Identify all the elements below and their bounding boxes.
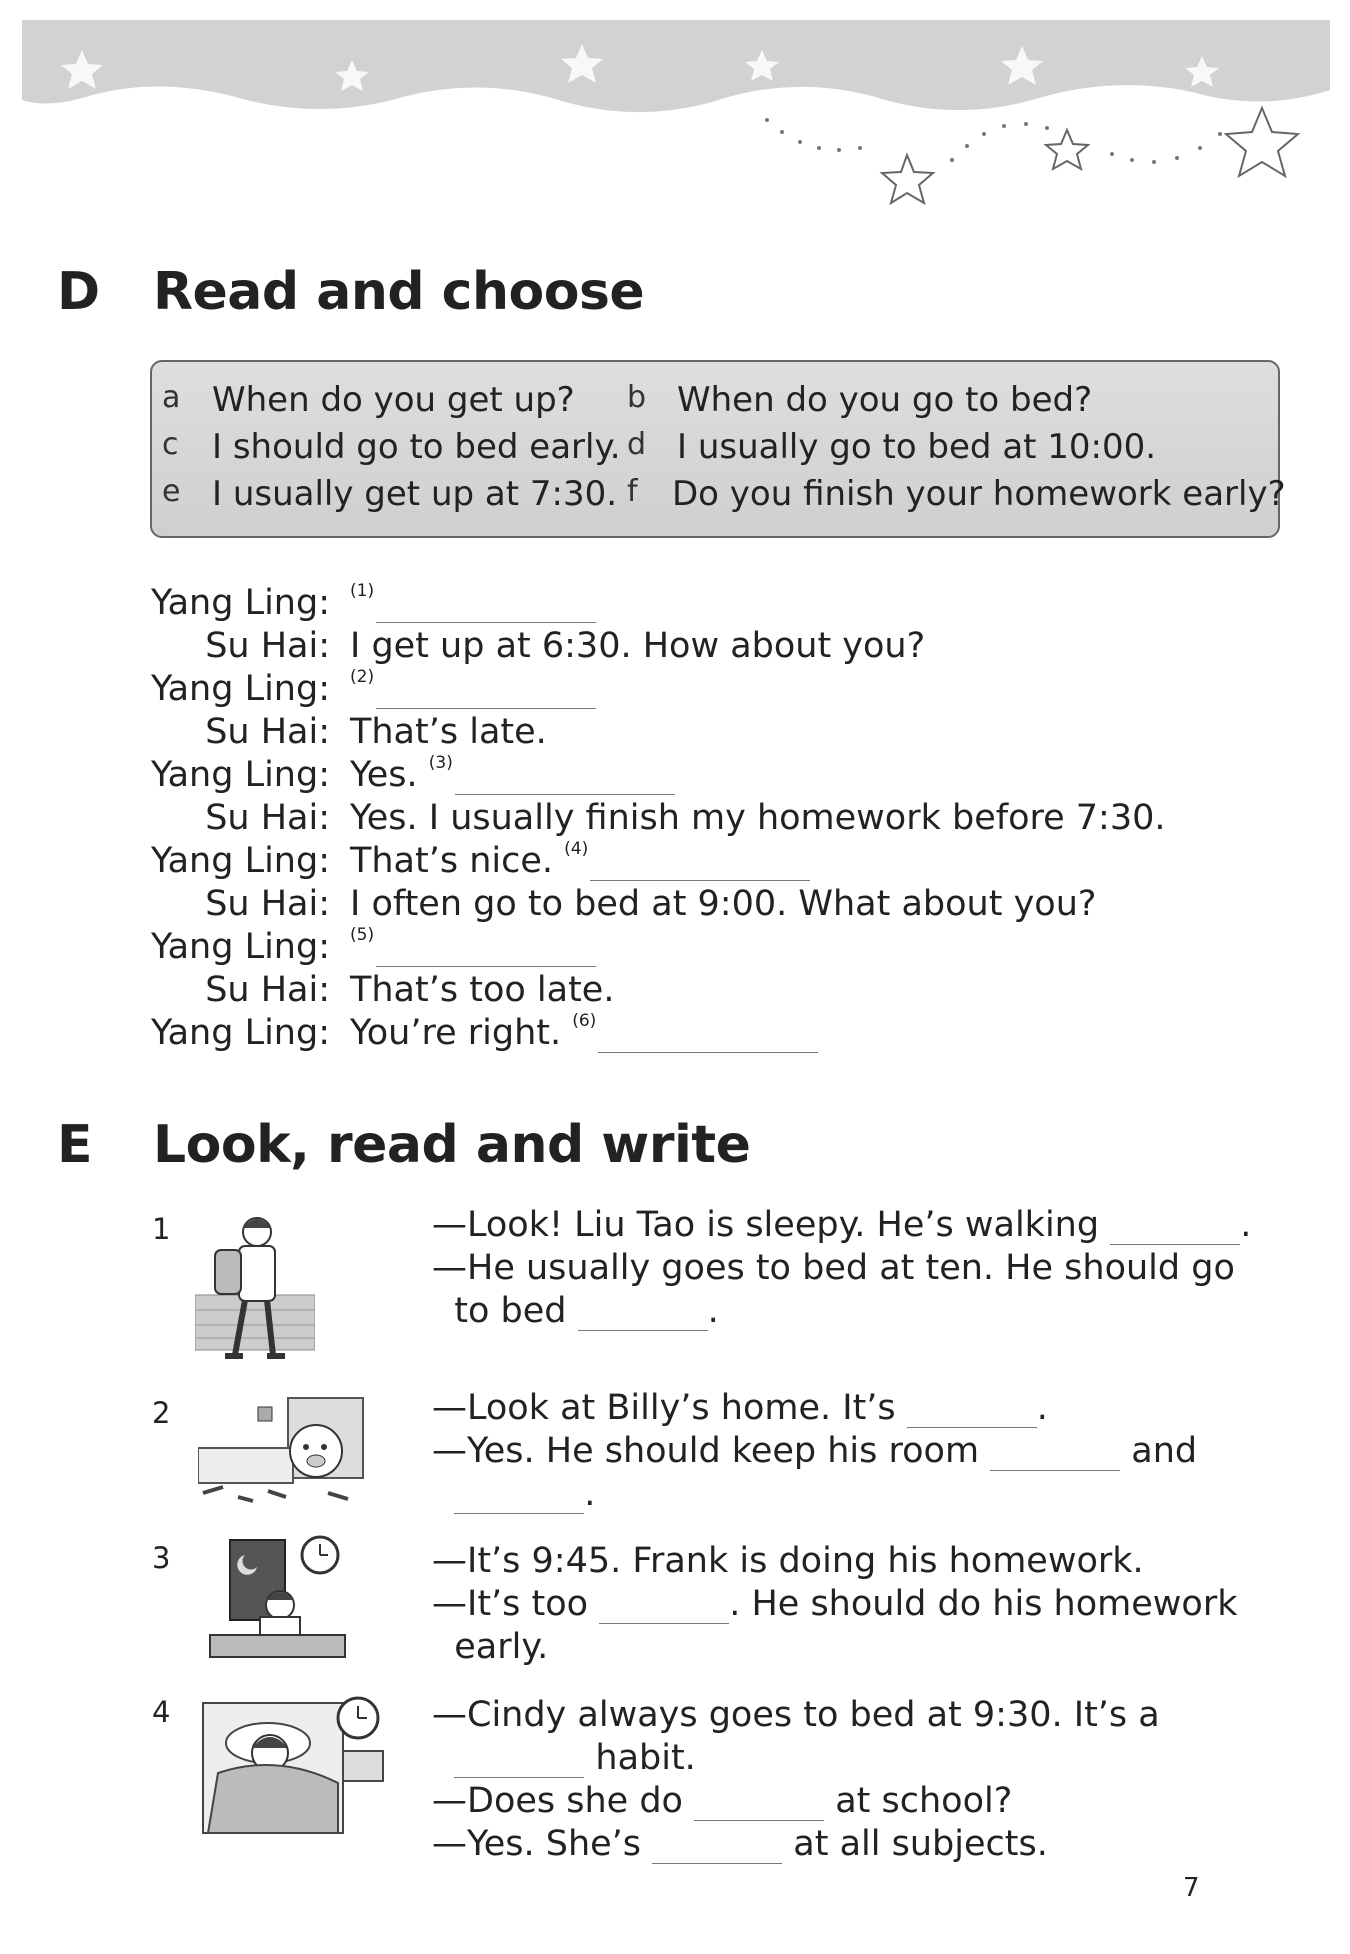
section-d-heading <box>57 262 644 322</box>
blank-number: (6) <box>572 1011 597 1031</box>
option-letter: b <box>627 380 647 415</box>
line-text: . <box>707 1291 719 1331</box>
speaker: Yang Ling: <box>151 755 330 795</box>
speaker: Su Hai: <box>205 798 330 838</box>
speaker: Su Hai: <box>205 970 330 1010</box>
item-line <box>432 1584 1237 1624</box>
utterance <box>350 583 596 623</box>
homework-boy-illustration <box>205 1535 350 1665</box>
line-text: —Cindy always goes to bed at 9:30. It’s a <box>432 1695 1160 1735</box>
answer-blank[interactable] <box>599 1589 729 1624</box>
utterance <box>350 755 675 795</box>
line-text: habit. <box>584 1738 696 1778</box>
line-text: —Yes. He should keep his room <box>432 1431 991 1471</box>
item-line <box>432 1248 1235 1288</box>
speaker: Yang Ling: <box>151 669 330 709</box>
answer-blank[interactable] <box>455 760 675 795</box>
utterance-text: Yes. I usually finish my homework before 7:30. <box>350 798 1166 838</box>
option-text: I should go to bed early. <box>212 427 621 467</box>
line-text: —It’s 9:45. Frank is doing his homework. <box>432 1541 1144 1581</box>
speaker: Yang Ling: <box>151 583 330 623</box>
star-banner <box>22 20 1330 220</box>
line-text: . <box>584 1474 596 1514</box>
line-text: to bed <box>432 1291 578 1331</box>
options-box <box>150 360 1286 538</box>
section-letter: E <box>57 1115 93 1175</box>
item-line <box>432 1474 595 1514</box>
option-letter: e <box>162 474 181 509</box>
utterance-text: That’s nice. <box>350 841 565 881</box>
blank-number: (2) <box>350 667 375 687</box>
option-text: When do you go to bed? <box>677 380 1093 420</box>
answer-blank[interactable] <box>376 932 596 967</box>
options-row <box>152 380 1278 426</box>
utterance-text: That’s too late. <box>350 970 615 1010</box>
answer-blank[interactable] <box>376 674 596 709</box>
line-text: —Look! Liu Tao is sleepy. He’s walking <box>432 1205 1111 1245</box>
item-number: 4 <box>152 1695 171 1729</box>
line-text: . <box>1036 1388 1048 1428</box>
line-text: early. <box>432 1627 549 1667</box>
sleepy-boy-illustration <box>195 1210 315 1370</box>
item-line <box>432 1541 1144 1581</box>
speaker: Yang Ling: <box>151 841 330 881</box>
option-text: I usually go to bed at 10:00. <box>677 427 1157 467</box>
line-text: —Look at Billy’s home. It’s <box>432 1388 907 1428</box>
item-number: 3 <box>152 1541 171 1575</box>
item-line <box>432 1627 548 1667</box>
utterance <box>350 1013 818 1053</box>
option-letter: a <box>162 380 181 415</box>
answer-blank[interactable] <box>694 1786 824 1821</box>
answer-blank[interactable] <box>454 1743 584 1778</box>
answer-blank[interactable] <box>376 588 596 623</box>
item-number: 2 <box>152 1396 171 1430</box>
answer-blank[interactable] <box>1110 1210 1240 1245</box>
utterance-text: I get up at 6:30. How about you? <box>350 626 926 666</box>
option-letter: f <box>627 474 638 509</box>
line-text <box>432 1474 454 1514</box>
line-text: —Does she do <box>432 1781 695 1821</box>
messy-room-illustration <box>198 1393 368 1508</box>
item-line <box>432 1781 1012 1821</box>
answer-blank[interactable] <box>652 1829 782 1864</box>
utterance <box>350 927 596 967</box>
speaker: Su Hai: <box>205 884 330 924</box>
line-text: at all subjects. <box>782 1824 1048 1864</box>
section-letter: D <box>57 262 101 322</box>
answer-blank[interactable] <box>907 1393 1037 1428</box>
blank-number: (5) <box>350 925 375 945</box>
line-text: —He usually goes to bed at ten. He should go <box>432 1248 1235 1288</box>
sleeping-girl-illustration <box>198 1693 388 1843</box>
options-row <box>152 474 1286 520</box>
line-text: . <box>1240 1205 1252 1245</box>
utterance-text: That’s late. <box>350 712 547 752</box>
item-line <box>432 1291 719 1331</box>
option-letter: d <box>627 427 647 462</box>
blank-number: (3) <box>428 753 453 773</box>
utterance-text: You’re right. <box>350 1013 573 1053</box>
speaker: Yang Ling: <box>151 927 330 967</box>
utterance <box>350 841 810 881</box>
line-text: and <box>1120 1431 1198 1471</box>
line-text: at school? <box>824 1781 1013 1821</box>
page-number: 7 <box>1183 1873 1200 1903</box>
item-line <box>432 1738 696 1778</box>
answer-blank[interactable] <box>990 1436 1120 1471</box>
line-text <box>432 1738 454 1778</box>
answer-blank[interactable] <box>454 1479 584 1514</box>
line-text: —Yes. She’s <box>432 1824 653 1864</box>
speaker: Yang Ling: <box>151 1013 330 1053</box>
answer-blank[interactable] <box>590 846 810 881</box>
utterance-text: Yes. <box>350 755 429 795</box>
blank-number: (1) <box>350 581 375 601</box>
section-title: Read and choose <box>153 262 645 322</box>
item-number: 1 <box>152 1212 171 1246</box>
line-text: . He should do his homework <box>729 1584 1238 1624</box>
section-e-heading <box>57 1115 750 1175</box>
options-row <box>152 427 1278 473</box>
speaker: Su Hai: <box>205 626 330 666</box>
utterance-text: I often go to bed at 9:00. What about you? <box>350 884 1097 924</box>
item-line <box>432 1205 1251 1245</box>
option-text: I usually get up at 7:30. <box>212 474 618 514</box>
option-text: When do you get up? <box>212 380 575 420</box>
answer-blank[interactable] <box>578 1296 708 1331</box>
line-text: —It’s too <box>432 1584 600 1624</box>
speaker: Su Hai: <box>205 712 330 752</box>
option-text: Do you finish your homework early? <box>672 474 1286 514</box>
item-line <box>432 1824 1048 1864</box>
section-title: Look, read and write <box>153 1115 751 1175</box>
item-line <box>432 1388 1048 1428</box>
utterance <box>350 669 596 709</box>
answer-blank[interactable] <box>598 1018 818 1053</box>
item-line <box>432 1431 1197 1471</box>
blank-number: (4) <box>564 839 589 859</box>
item-line <box>432 1695 1160 1735</box>
option-letter: c <box>162 427 179 462</box>
